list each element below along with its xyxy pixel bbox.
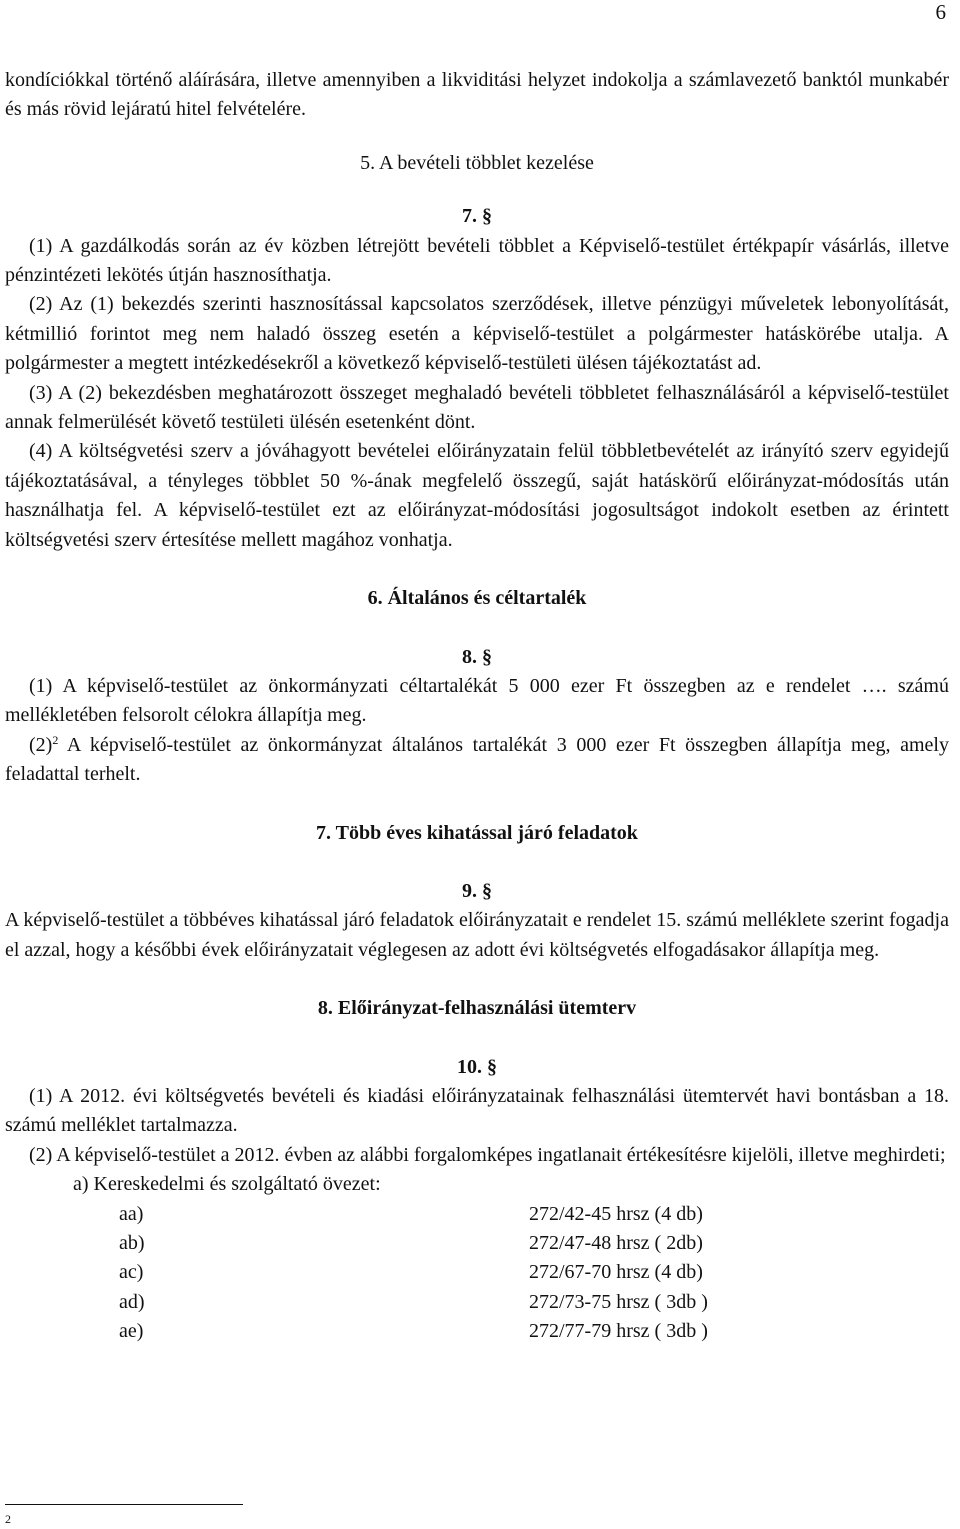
parcel-value: 272/67-70 hrsz (4 db): [529, 1261, 703, 1284]
section-6-paragraph-2: [5, 731, 949, 790]
parcel-label: aa): [119, 1202, 144, 1225]
section-5-paragraph-2: (2) Az (1) bekezdés szerinti hasznosítással kapcsolatos szerződések, illetve pénzügyi műveletek lebonyolítását, kétmillió forintot meg nem haladó összeg esetén a képviselő-testület a polgármester hatáskörébe utalja. A polgármester a megtett intézkedésekről a következő képviselő-testületi ülésen tájékoztatást ad.: [5, 293, 949, 375]
section-7-paragraph-1: A képviselő-testület a többéves kihatással járó feladatok előirányzatait e rendelet 15. számú melléklete szerint fogadja el azzal, hogy a későbbi évek előirányzatait véglegesen az adott évi költségvetés elfogadásakor állapítja meg.: [5, 909, 949, 961]
parcel-value: 272/73-75 hrsz ( 3db ): [529, 1290, 708, 1313]
parcel-row: [5, 1258, 949, 1287]
parcel-row: [5, 1229, 949, 1258]
section-6-paragraph-2-prefix: (2): [29, 733, 53, 756]
parcel-label: ad): [119, 1290, 145, 1313]
parcel-row: [5, 1317, 949, 1346]
section-6-paragraph-number: 8. §: [462, 645, 492, 668]
section-6-paragraph-1: (1) A képviselő-testület az önkormányzati céltartalékát 5 000 ezer Ft összegben az e rendelet …. számú mellékletében felsorolt célokra állapítja meg.: [5, 674, 949, 727]
footnote-reference: 2: [52, 732, 59, 747]
footnote-marker: 2: [5, 1512, 11, 1526]
parcel-label: ae): [119, 1320, 144, 1343]
parcel-label: ac): [119, 1261, 144, 1284]
zone-category: a) Kereskedelmi és szolgáltató övezet:: [73, 1173, 381, 1196]
page-body: [5, 66, 949, 1347]
parcel-label: ab): [119, 1232, 145, 1254]
page-number: 6: [935, 0, 946, 24]
section-5-paragraph-4: (4) A költségvetési szerv a jóváhagyott bevételei előirányzatain felül többletbevételét az irányító szerv egyidejű tájékoztatásával, a tényleges többlet 50 %-ának megfelelő összegű, saját hatáskörű előirányzat-módosítás után használhatja fel. A képviselő-testület ezt az előirányzat-módosítási jogosultságot indokolt esetben az érintett költségvetési szerv értesítése mellett magához vonhatja.: [5, 440, 949, 551]
footnote-separator: [5, 1504, 243, 1505]
section-7-heading: 7. Több éves kihatással járó feladatok: [316, 821, 638, 844]
section-7-paragraph-number: 9. §: [462, 879, 492, 902]
section-5-paragraph-number: 7. §: [462, 205, 492, 228]
section-5-paragraph-3: (3) A (2) bekezdésben meghatározott összeget meghaladó bevételi többletet felhasználásáról a képviselő-testület annak felmerülését követő testületi ülésén esetenként dönt.: [5, 381, 949, 434]
parcel-row: [5, 1288, 949, 1317]
parcel-value: 272/77-79 hrsz ( 3db ): [529, 1320, 708, 1343]
section-5-heading: 5. A bevételi többlet kezelése: [360, 151, 594, 174]
section-6-heading: 6. Általános és céltartalék: [367, 587, 587, 610]
parcel-value: 272/42-45 hrsz (4 db): [529, 1202, 703, 1225]
section-8-paragraph-1: (1) A 2012. évi költségvetés bevételi és kiadási előirányzatainak felhasználási ütemtervét havi bontásban a 18. számú melléklet tartalmazza.: [5, 1084, 949, 1137]
section-8-paragraph-number: 10. §: [457, 1055, 497, 1078]
section-8-paragraph-2: (2) A képviselő-testület a 2012. évben az alábbi forgalomképes ingatlanait értékesítésre kijelöli, illetve meghirdeti;: [29, 1143, 946, 1166]
section-6-paragraph-2-text: A képviselő-testület az önkormányzat általános tartalékát 3 000 ezer Ft összegben állapítja meg, amely feladattal terhelt.: [5, 733, 949, 786]
intro-paragraph: kondíciókkal történő aláírására, illetve amennyiben a likviditási helyzet indokolja a számlavezető banktól munkabér és más rövid lejáratú hitel felvételére.: [5, 69, 949, 121]
parcel-value: 272/47-48 hrsz ( 2db): [529, 1232, 703, 1254]
parcel-row: [5, 1200, 949, 1229]
section-8-heading: 8. Előirányzat-felhasználási ütemterv: [317, 997, 637, 1020]
section-5-paragraph-1: (1) A gazdálkodás során az év közben létrejött bevételi többlet a Képviselő-testület értékpapír vásárlás, illetve pénzintézeti lekötés útján hasznosíthatja.: [5, 234, 949, 287]
